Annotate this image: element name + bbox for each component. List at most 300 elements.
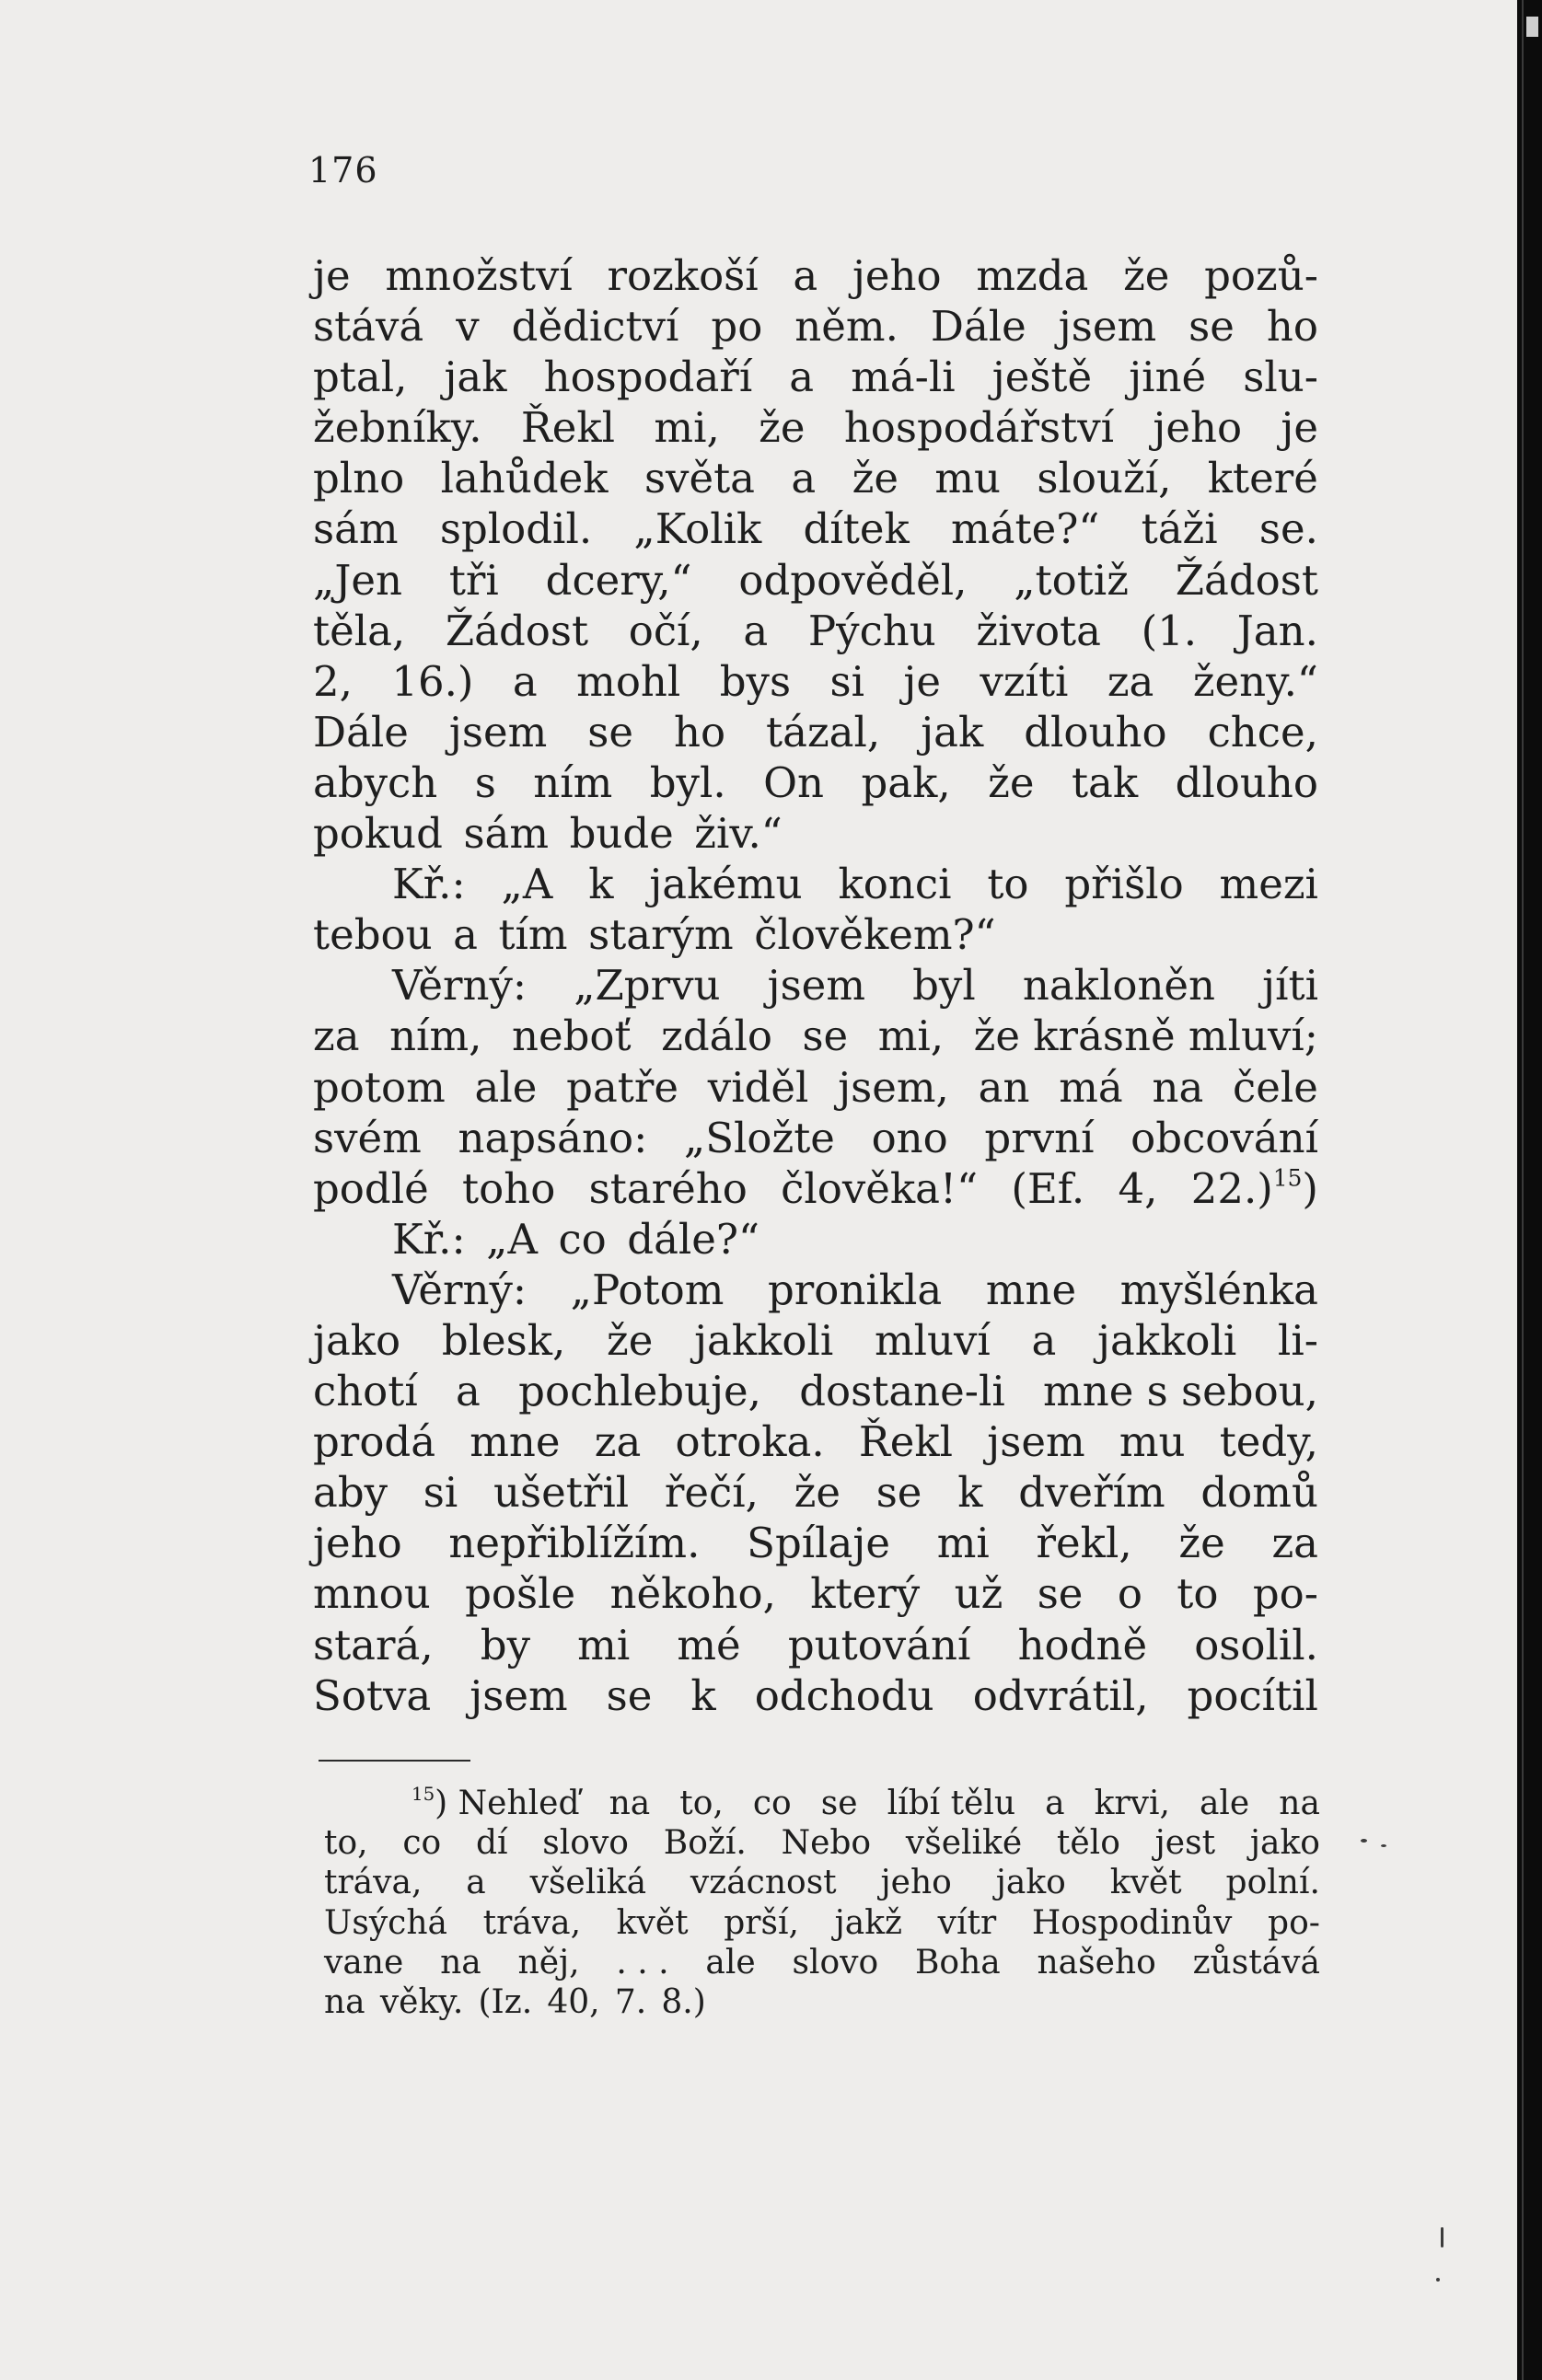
text-line	[313, 1265, 1318, 1315]
word: napsáno:	[458, 1113, 648, 1162]
word: jakému	[649, 860, 803, 909]
word: tři	[448, 555, 499, 605]
word: se.	[1258, 504, 1318, 554]
word: viděl	[707, 1062, 809, 1112]
word: obcování	[1130, 1113, 1318, 1162]
word: tak	[1071, 757, 1139, 807]
word: jeho	[1153, 403, 1243, 453]
word: v	[456, 302, 480, 352]
word: jak	[921, 707, 984, 757]
word: dítek	[803, 504, 910, 554]
word: odpověděl,	[738, 555, 968, 605]
word: a	[743, 606, 769, 655]
scan-edge-line	[1522, 0, 1524, 2380]
word: za	[313, 1011, 360, 1061]
text-line	[313, 757, 1318, 808]
word: přišlo	[1064, 860, 1184, 909]
word: si	[423, 1468, 458, 1518]
word: chce,	[1207, 707, 1318, 757]
word: „totiž	[1014, 555, 1129, 605]
word: zdálo	[661, 1011, 772, 1061]
word: ušetřil	[493, 1468, 630, 1518]
word: Spílaje	[747, 1519, 890, 1568]
word: o	[1117, 1569, 1142, 1619]
word: pozů-	[1204, 251, 1318, 300]
word: myšlénka	[1119, 1265, 1318, 1314]
text-line	[313, 960, 1318, 1011]
word: jakž	[834, 1903, 903, 1942]
word: jsem	[767, 961, 865, 1011]
word: množství	[385, 251, 573, 300]
word: starého	[588, 1163, 748, 1213]
word: 40,	[547, 1982, 600, 2021]
word: je	[313, 251, 351, 300]
word: nepřiblížím.	[448, 1519, 701, 1568]
word: blesk,	[441, 1315, 566, 1365]
word: a	[466, 1864, 486, 1902]
word: že	[794, 1468, 841, 1518]
word: to,	[324, 1824, 368, 1863]
word: „Složte	[683, 1113, 835, 1162]
word: mu	[934, 454, 1002, 503]
word: putování	[787, 1620, 971, 1669]
word: živ.“	[694, 809, 783, 859]
word: 4,	[1118, 1163, 1158, 1213]
word: co	[752, 1785, 792, 1822]
word: to	[987, 860, 1029, 909]
word: tím	[498, 910, 568, 960]
word: jiné	[1129, 352, 1207, 402]
word: domů	[1200, 1468, 1318, 1518]
text-line	[313, 301, 1318, 352]
word: jsem	[448, 707, 548, 757]
word: ale	[1199, 1785, 1250, 1822]
text-line	[313, 1670, 1318, 1721]
word: po-	[1252, 1569, 1318, 1619]
word: odchodu	[754, 1670, 934, 1720]
text-line	[313, 606, 1318, 656]
word: na	[1152, 1062, 1204, 1112]
word: mi,	[877, 1011, 945, 1061]
word: (1.	[1141, 606, 1198, 655]
word: řečí,	[664, 1468, 759, 1518]
word: bude	[569, 809, 674, 859]
word: „Kolik	[633, 504, 762, 554]
text-line	[313, 1163, 1318, 1214]
word: vane	[324, 1943, 404, 1981]
word: a	[1045, 1785, 1065, 1822]
word: sám	[313, 504, 399, 554]
word: Kř.:	[392, 860, 466, 909]
word: jsem	[470, 1670, 568, 1720]
footnote-marker-group	[412, 1784, 580, 1823]
text-line	[313, 1113, 1318, 1163]
word: stává	[313, 302, 424, 352]
word: „Jen	[313, 555, 402, 605]
word: Věrný:	[392, 961, 528, 1011]
scan-speck	[1381, 1844, 1386, 1847]
word: slovo	[542, 1824, 629, 1863]
word: Usýchá	[324, 1903, 447, 1942]
word: ženy.“	[1192, 656, 1318, 706]
word: Pýchu	[807, 606, 936, 655]
word: jsem,	[838, 1062, 949, 1112]
word: se	[875, 1468, 922, 1518]
text-line	[313, 656, 1318, 707]
word: dostane-li	[799, 1367, 1005, 1416]
word: Žádost	[445, 606, 589, 655]
word: tebou	[313, 910, 433, 960]
word: krvi,	[1094, 1785, 1170, 1822]
word: toho	[462, 1163, 556, 1213]
word: se	[1037, 1569, 1084, 1619]
word: vítr	[937, 1903, 997, 1942]
word: je	[1281, 403, 1318, 453]
word: ale	[705, 1943, 756, 1981]
word: 2,	[313, 656, 353, 706]
word: prší,	[724, 1903, 799, 1942]
word: jeho	[880, 1864, 952, 1902]
word: starým	[588, 910, 734, 960]
word: ho	[1266, 302, 1318, 352]
word: dlouho	[1175, 757, 1318, 807]
word: vzíti	[980, 656, 1069, 706]
scan-edge-tab	[1526, 17, 1538, 37]
footnote-marker-paren: )	[435, 1785, 458, 1822]
word: mne s sebou,	[1043, 1367, 1318, 1416]
word: všeliká	[529, 1864, 647, 1902]
text-line	[313, 1518, 1318, 1568]
word: na	[609, 1785, 651, 1822]
word: se	[1188, 302, 1235, 352]
word: a	[793, 251, 818, 300]
word: se	[587, 707, 633, 757]
word: (Iz.	[478, 1982, 533, 2021]
word-with-footnote	[1191, 1163, 1318, 1214]
word: pocítil	[1187, 1670, 1318, 1720]
text-line	[313, 859, 1318, 909]
word: na	[1279, 1785, 1320, 1822]
word: hodně	[1017, 1620, 1148, 1669]
word: hospodaří	[543, 352, 753, 402]
footnote-reference: 15	[1272, 1164, 1303, 1192]
word: polní.	[1225, 1864, 1320, 1902]
word: prodá	[313, 1417, 436, 1467]
word: člověkem?“	[754, 910, 996, 960]
word: světa	[643, 454, 756, 503]
word: očí,	[628, 606, 703, 655]
word: že	[759, 403, 806, 453]
word: ještě	[991, 352, 1093, 402]
word: jako	[995, 1864, 1066, 1902]
word: jsem	[987, 1417, 1085, 1467]
word: Nehleď	[458, 1785, 580, 1822]
word: líbí tělu	[887, 1785, 1016, 1822]
word: našeho	[1037, 1943, 1156, 1981]
word: 16.)	[391, 656, 474, 706]
word: si	[829, 656, 864, 706]
word: dcery,“	[545, 555, 692, 605]
text-line	[313, 250, 1318, 301]
word: mzda	[976, 251, 1089, 300]
word: něm.	[794, 302, 899, 352]
footnote-line	[324, 1982, 1320, 2022]
word: „Potom	[570, 1265, 725, 1314]
word: který	[810, 1569, 921, 1619]
word: nakloněn	[1022, 961, 1216, 1011]
word: slovo	[792, 1943, 879, 1981]
word: patře	[566, 1062, 679, 1112]
word: mu	[1119, 1417, 1186, 1467]
word: Boha	[914, 1943, 1001, 1981]
word: na	[440, 1943, 481, 1981]
text-line	[313, 808, 1318, 859]
word: člověka!“	[781, 1163, 979, 1213]
word: aby	[313, 1468, 388, 1518]
word: života	[976, 606, 1101, 655]
word: „A	[486, 1214, 538, 1264]
word: táži	[1141, 504, 1218, 554]
word: jakkoli	[694, 1315, 834, 1365]
word: jíti	[1262, 961, 1318, 1011]
word: jako	[313, 1315, 401, 1365]
word: sám	[463, 809, 550, 859]
word: abych	[313, 757, 438, 807]
footnote-line	[324, 1943, 1320, 1982]
word: se	[820, 1785, 858, 1822]
word: Řekl	[858, 1417, 954, 1467]
word: an	[978, 1062, 1030, 1112]
word: to,	[679, 1785, 724, 1822]
word: květ	[616, 1903, 689, 1942]
text-line	[313, 1062, 1318, 1113]
text-line	[313, 909, 1318, 960]
word: s	[474, 757, 496, 807]
word: chotí	[313, 1367, 418, 1416]
word: lahůdek	[440, 454, 609, 503]
word: po	[711, 302, 763, 352]
word: čele	[1233, 1062, 1318, 1112]
word: co	[558, 1214, 607, 1264]
word: věky.	[379, 1982, 464, 2021]
word: Řekl	[520, 403, 616, 453]
text-line	[313, 1416, 1318, 1467]
word: řekl,	[1036, 1519, 1132, 1568]
text-line	[313, 707, 1318, 757]
word: těla,	[313, 606, 406, 655]
word: rozkoší	[607, 251, 759, 300]
word: 22.)	[1190, 1163, 1273, 1213]
text-line	[313, 1467, 1318, 1518]
word: pokud	[313, 809, 443, 859]
word: ale	[474, 1062, 538, 1112]
word: „A	[501, 860, 553, 909]
footnote-marker: 15	[412, 1784, 435, 1806]
word: vzácnost	[690, 1864, 837, 1902]
word: svém	[313, 1113, 422, 1162]
word: jakkoli	[1097, 1315, 1237, 1365]
word: a	[453, 910, 478, 960]
word: jako	[1249, 1824, 1320, 1863]
word: splodil.	[439, 504, 593, 554]
word: byl.	[649, 757, 726, 807]
word: mohl	[576, 656, 681, 706]
word: mi	[577, 1620, 631, 1669]
word: Sotva	[313, 1670, 432, 1720]
word: a	[791, 454, 817, 503]
word: Nebo	[781, 1824, 872, 1863]
word: plno	[313, 454, 405, 503]
word: na	[324, 1982, 365, 2021]
word: jest	[1154, 1824, 1216, 1863]
footnote-line	[324, 1903, 1320, 1943]
word: Boží.	[663, 1824, 747, 1863]
word: jeho	[313, 1519, 402, 1568]
word: že	[1123, 251, 1170, 300]
word: On	[763, 757, 825, 807]
word: máte?“	[951, 504, 1100, 554]
footnote-reference-paren: )	[1302, 1163, 1318, 1213]
text-line	[313, 1366, 1318, 1416]
word: první	[984, 1113, 1095, 1162]
word: květ	[1109, 1864, 1182, 1902]
word: k	[690, 1670, 716, 1720]
word: ptal,	[313, 352, 408, 402]
word: tedy,	[1219, 1417, 1318, 1467]
word: konci	[838, 860, 952, 909]
word: k	[957, 1468, 983, 1518]
word: má-li	[851, 352, 956, 402]
word: „Zprvu	[574, 961, 721, 1011]
word: Kř.:	[392, 1214, 466, 1264]
word: je	[903, 656, 941, 706]
word: (Ef.	[1011, 1163, 1085, 1213]
word: tázal,	[766, 707, 881, 757]
word: zůstává	[1192, 1943, 1320, 1981]
word: hospodářství	[843, 403, 1115, 453]
word: neboť	[511, 1011, 632, 1061]
word: už	[954, 1569, 1003, 1619]
body-text	[313, 250, 1318, 1721]
word: a	[456, 1367, 481, 1416]
word: pošle	[465, 1569, 576, 1619]
text-line	[313, 1214, 1318, 1265]
word: po-	[1268, 1903, 1320, 1942]
word: mnou	[313, 1569, 431, 1619]
footnote-line	[324, 1823, 1320, 1863]
word: 8.)	[661, 1982, 706, 2021]
word: Hospodinův	[1031, 1903, 1233, 1942]
footnote	[324, 1784, 1320, 2022]
word: tělo	[1056, 1824, 1120, 1863]
word: slu-	[1243, 352, 1318, 402]
word: že	[988, 757, 1035, 807]
word: ním,	[389, 1011, 482, 1061]
word: Dále	[930, 302, 1026, 352]
word: to	[1177, 1569, 1219, 1619]
word: . . .	[616, 1943, 669, 1981]
word: že krásně mluví;	[973, 1011, 1318, 1061]
text-line	[313, 1011, 1318, 1061]
word: tráva,	[482, 1903, 582, 1942]
word: za	[1107, 656, 1154, 706]
word: byl	[912, 961, 976, 1011]
word: mne	[470, 1417, 561, 1467]
word: Věrný:	[392, 1265, 528, 1314]
text-line	[313, 503, 1318, 554]
text-line	[313, 555, 1318, 606]
page-number: 176	[308, 150, 378, 191]
word: dlouho	[1024, 707, 1167, 757]
word: dveřím	[1018, 1468, 1165, 1518]
word: podlé	[313, 1163, 429, 1213]
word: 7.	[614, 1982, 647, 2021]
word: a	[1031, 1315, 1057, 1365]
word: dále?“	[627, 1214, 760, 1264]
footnote-line	[324, 1784, 1320, 1823]
word: Žádost	[1175, 555, 1318, 605]
word: mé	[677, 1620, 741, 1669]
word: slouží,	[1037, 454, 1172, 503]
word: by	[480, 1620, 531, 1669]
word: jsem	[1058, 302, 1157, 352]
word: má	[1059, 1062, 1123, 1112]
word: co	[402, 1824, 442, 1863]
scan-edge	[1517, 0, 1542, 2380]
word: Dále	[313, 707, 409, 757]
word: jak	[444, 352, 507, 402]
word: pronikla	[767, 1265, 943, 1314]
word: že	[1178, 1519, 1225, 1568]
word: které	[1207, 454, 1318, 503]
footnote-line	[324, 1863, 1320, 1902]
word: jeho	[852, 251, 942, 300]
text-line	[313, 352, 1318, 402]
word: že	[852, 454, 899, 503]
word: a	[789, 352, 815, 402]
word: ono	[871, 1113, 948, 1162]
word: potom	[313, 1062, 446, 1112]
word: Jan.	[1236, 606, 1318, 655]
text-line	[313, 402, 1318, 453]
word: za	[594, 1417, 642, 1467]
word: že	[607, 1315, 654, 1365]
word: za	[1271, 1519, 1318, 1568]
word: stará,	[313, 1620, 434, 1669]
word: tráva,	[324, 1864, 423, 1902]
word: pochlebuje,	[518, 1367, 761, 1416]
text-line	[313, 1315, 1318, 1366]
word: všeliké	[905, 1824, 1023, 1863]
word: otroka.	[675, 1417, 825, 1467]
word: ho	[673, 707, 726, 757]
word: dí	[475, 1824, 508, 1863]
text-line	[313, 1620, 1318, 1670]
scan-speck	[1436, 2278, 1440, 2282]
word: se	[802, 1011, 849, 1061]
word: bys	[719, 656, 792, 706]
word: osolil.	[1194, 1620, 1318, 1669]
scan-speck	[1441, 2227, 1443, 2247]
word: mluví	[874, 1315, 991, 1365]
word: někoho,	[609, 1569, 776, 1619]
scan-speck	[1361, 1839, 1367, 1843]
word: ním	[533, 757, 613, 807]
word: li-	[1277, 1315, 1318, 1365]
word: mezi	[1219, 860, 1318, 909]
word: mi,	[654, 403, 720, 453]
word: k	[588, 860, 614, 909]
